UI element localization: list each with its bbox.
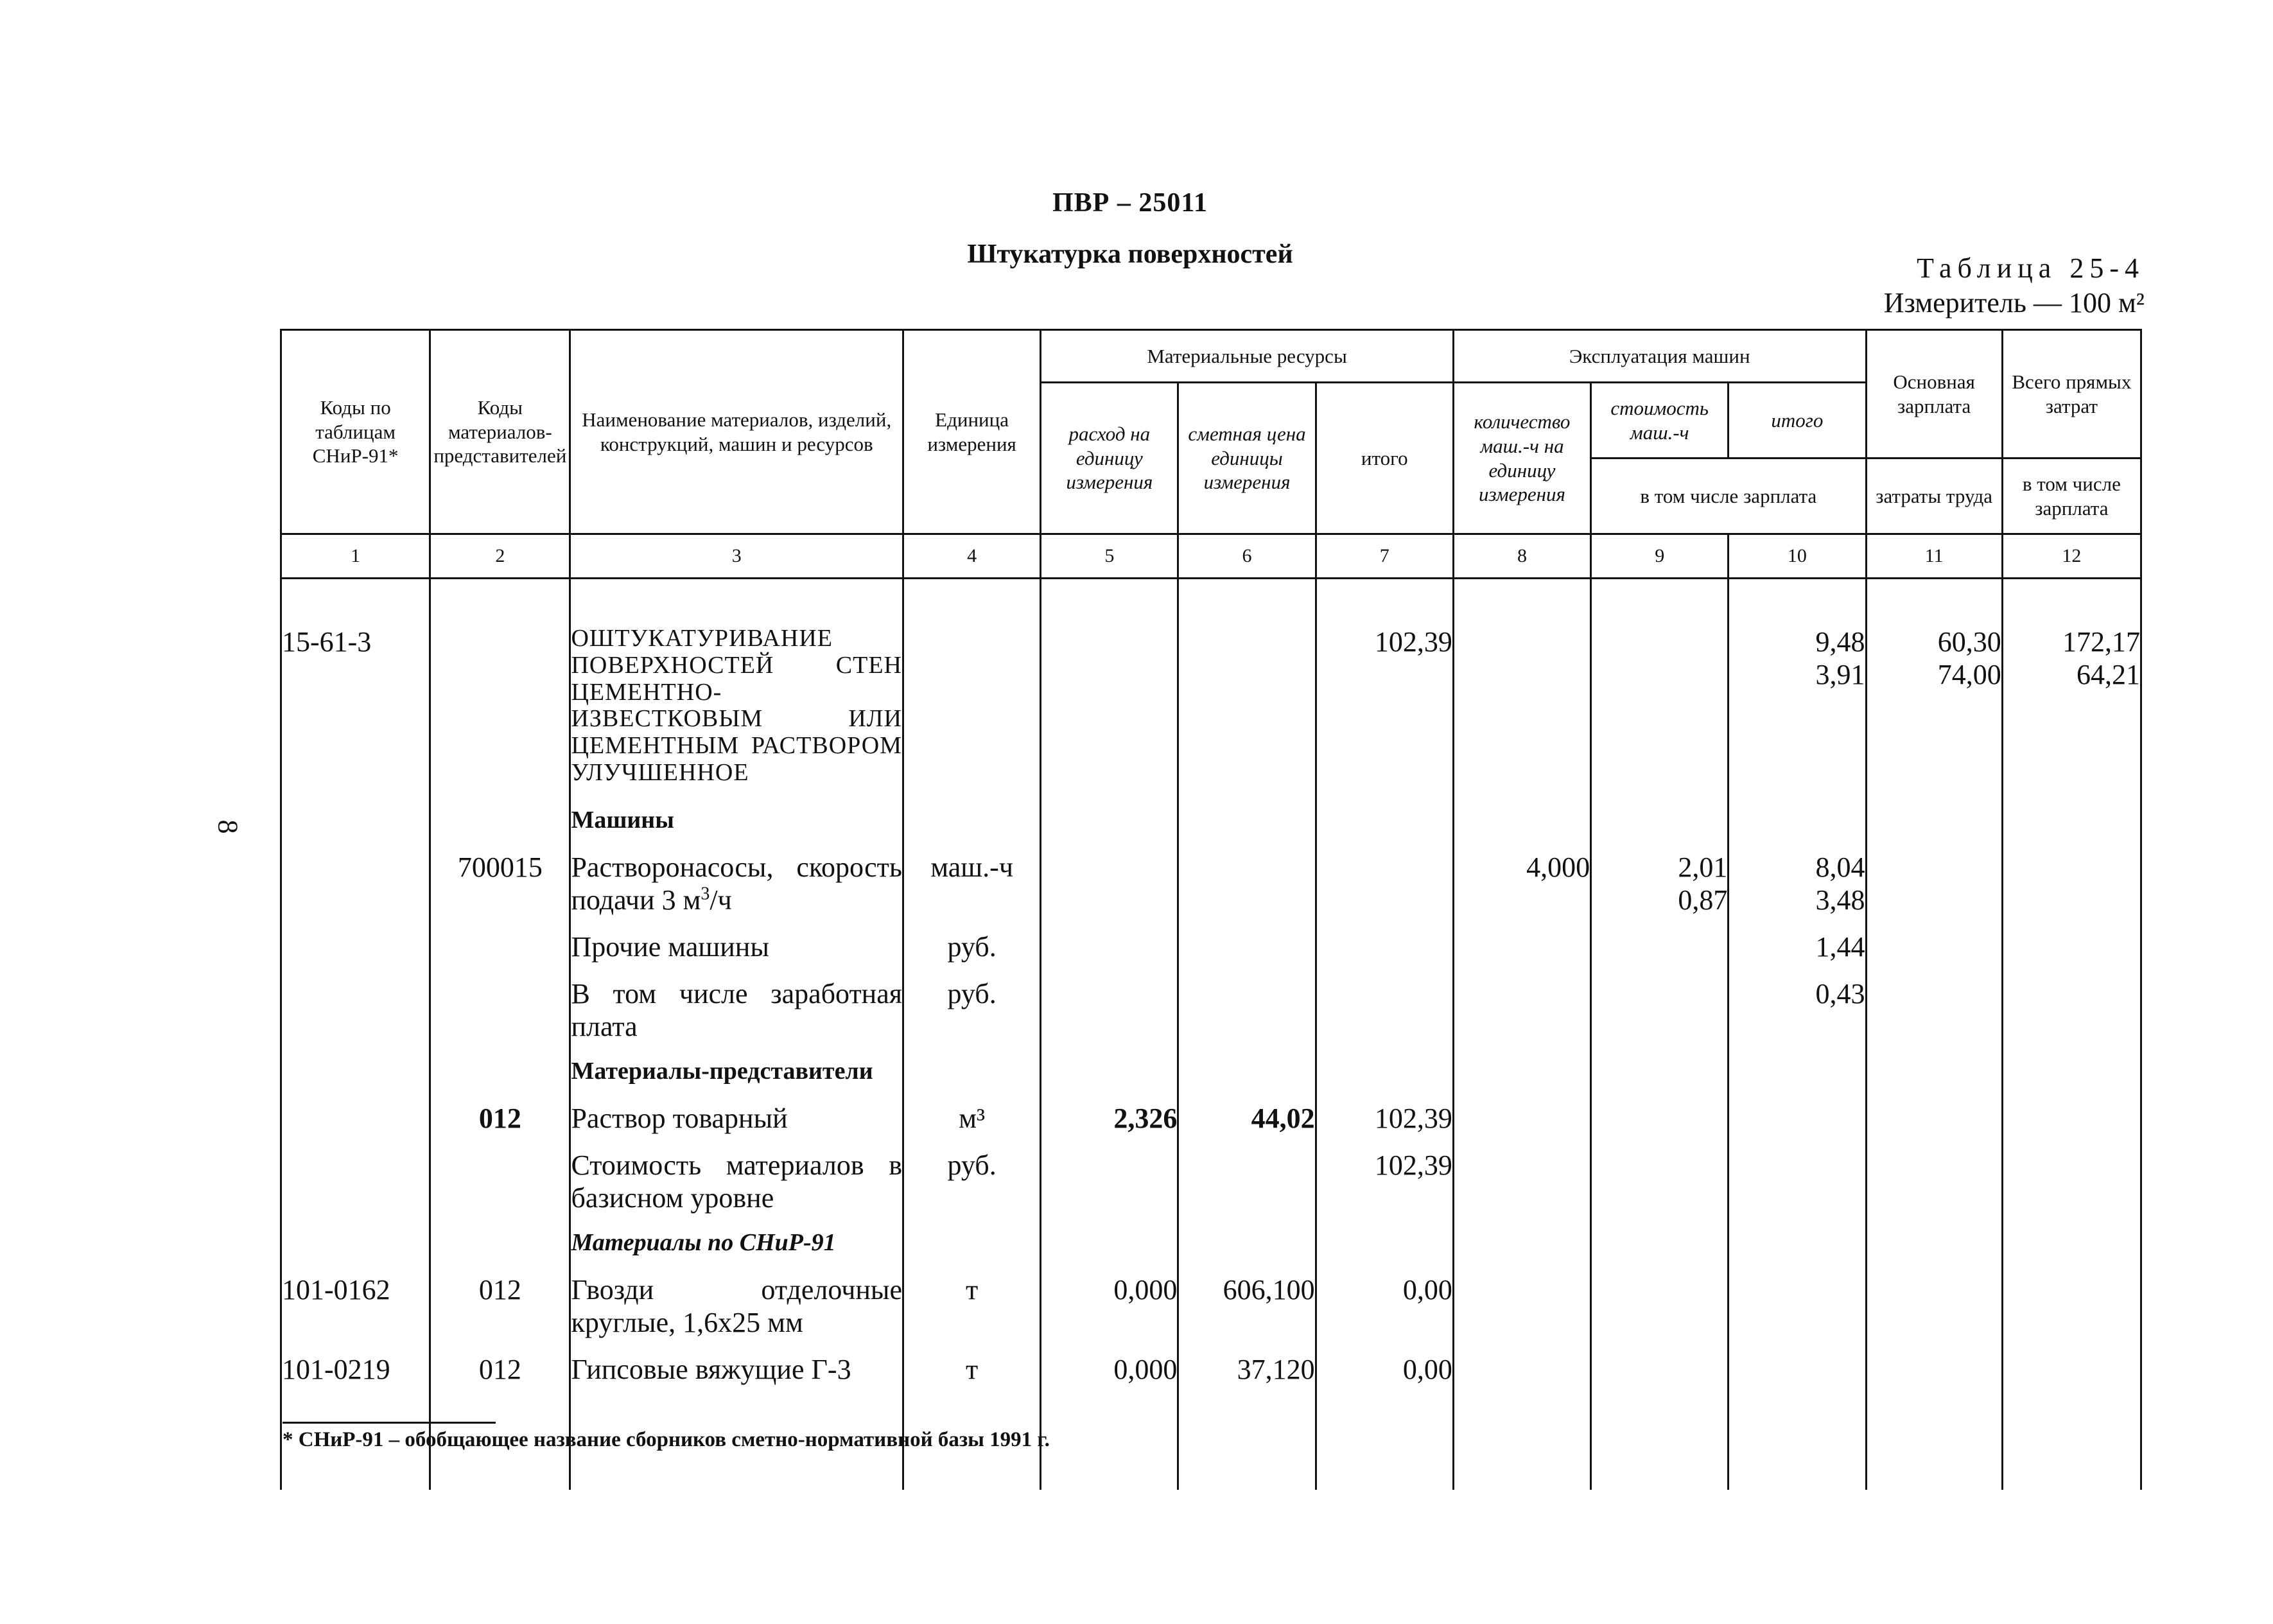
col-number: 3 xyxy=(570,534,903,579)
materials-total: 0,00 xyxy=(1316,1273,1453,1353)
footnote-divider xyxy=(283,1422,496,1424)
materials-total: 0,00 xyxy=(1316,1353,1453,1400)
item-name: Прочие машины xyxy=(570,930,903,977)
document-code: ПВР – 25011 xyxy=(1052,188,1208,218)
table-row-work xyxy=(281,625,2141,806)
col-header-unit: Единица измерения xyxy=(903,330,1040,534)
materials-total: 102,39 xyxy=(1316,1102,1453,1149)
section-machines: Машины xyxy=(570,806,903,851)
unit: руб. xyxy=(903,1149,1040,1228)
machine-cost: 2,01 xyxy=(1678,851,1728,883)
item-name: Гвозди отделочные круглые, 1,6х25 мм xyxy=(570,1273,903,1353)
resources-table xyxy=(280,329,2142,1490)
col-number: 5 xyxy=(1041,534,1178,579)
col-number: 4 xyxy=(903,534,1040,579)
machine-cost-wage: 0,87 xyxy=(1678,884,1728,916)
col-number: 7 xyxy=(1316,534,1453,579)
labor-cost: 74,00 xyxy=(1937,659,2001,691)
col-header-direct-total: Всего прямых затрат xyxy=(2002,330,2141,458)
item-name: Стоимость материалов в базисном уровне xyxy=(570,1149,903,1228)
rep-code: 012 xyxy=(430,1353,570,1400)
table-row xyxy=(281,977,2141,1057)
direct-total: 172,17 xyxy=(2062,626,2140,658)
consumption-rate: 0,000 xyxy=(1041,1273,1178,1353)
col-header-direct-wage: в том числе зарплата xyxy=(2002,458,2141,534)
col-number: 10 xyxy=(1729,534,1866,579)
item-name: В том числе заработная плата xyxy=(570,977,903,1057)
page-number: 8 xyxy=(212,819,244,834)
table-row xyxy=(281,1353,2141,1400)
section-row xyxy=(281,1228,2141,1273)
table-row xyxy=(281,1149,2141,1228)
col-header-machine-hours: количество маш.-ч на единицу измерения xyxy=(1453,383,1590,534)
col-group-machines: Эксплуатация машин xyxy=(1453,330,1866,383)
item-name: Раствор товарный xyxy=(570,1102,903,1149)
col-header-labor: затраты труда xyxy=(1866,458,2002,534)
snir-code: 101-0219 xyxy=(281,1353,430,1400)
item-name: Растворонасосы, скорость подачи 3 $м^3/ч$ xyxy=(570,851,903,930)
base-wage: 60,30 xyxy=(1937,626,2001,658)
unit: т xyxy=(903,1273,1040,1353)
table-row xyxy=(281,930,2141,977)
table-row xyxy=(281,1273,2141,1353)
footnote: * СНиР-91 – обобщающее название сборников сметно-нормативной базы 1991 г. xyxy=(283,1428,1050,1451)
consumption-rate: 2,326 xyxy=(1041,1102,1178,1149)
snir-code: 101-0162 xyxy=(281,1273,430,1353)
col-header-materials-total: итого xyxy=(1316,383,1453,534)
rep-code: 012 xyxy=(430,1102,570,1149)
unit: т xyxy=(903,1353,1040,1400)
machines-total: 9,48 xyxy=(1815,626,1865,658)
unit: руб. xyxy=(903,977,1040,1057)
col-number: 12 xyxy=(2002,534,2141,579)
work-name: ОШТУКАТУРИВАНИЕ ПОВЕРХНОСТЕЙ СТЕН ЦЕМЕНТНО-ИЗВЕСТКОВЫМ ИЛИ ЦЕМЕНТНЫМ РАСТВОРОМ УЛУЧШЕННОЕ xyxy=(570,625,903,806)
meter-label: Измеритель — 100 м² xyxy=(1883,287,2145,319)
col-header-rep-codes: Коды материалов-представителей xyxy=(430,330,570,534)
section-snir-materials: Материалы по СНиР-91 xyxy=(570,1228,903,1273)
section-row xyxy=(281,806,2141,851)
table-row xyxy=(281,851,2141,930)
machines-total: 8,04 xyxy=(1815,851,1865,883)
col-number: 8 xyxy=(1453,534,1590,579)
unit-price: 606,100 xyxy=(1178,1273,1316,1353)
col-header-price: сметная цена единицы измерения xyxy=(1178,383,1316,534)
col-number: 9 xyxy=(1591,534,1729,579)
unit-price: 37,120 xyxy=(1178,1353,1316,1400)
col-header-rate: расход на единицу измерения xyxy=(1041,383,1178,534)
col-group-materials: Материальные ресурсы xyxy=(1041,330,1454,383)
machines-wage: 3,91 xyxy=(1815,659,1865,691)
materials-total: 102,39 xyxy=(1316,1149,1453,1228)
unit-price: 44,02 xyxy=(1178,1102,1316,1149)
rep-code: 012 xyxy=(430,1273,570,1353)
section-representatives: Материалы-представители xyxy=(570,1057,903,1102)
consumption-rate: 0,000 xyxy=(1041,1353,1178,1400)
rep-code: 700015 xyxy=(430,851,570,930)
direct-wage: 64,21 xyxy=(2077,659,2140,691)
section-row xyxy=(281,1057,2141,1102)
snir-code: 15-61-3 xyxy=(281,625,430,806)
col-header-incl-wage: в том числе зарплата xyxy=(1591,458,1866,534)
col-header-name: Наименование материалов, изделий, конструкций, машин и ресурсов xyxy=(570,330,903,534)
table-label: Таблица 25-4 xyxy=(1917,252,2145,284)
col-header-base-wage: Основная зарплата xyxy=(1866,330,2002,458)
document-title: Штукатурка поверхностей xyxy=(967,240,1293,269)
col-number: 2 xyxy=(430,534,570,579)
machine-hours: 4,000 xyxy=(1453,851,1590,930)
machines-total: 0,43 xyxy=(1729,977,1866,1057)
col-number: 1 xyxy=(281,534,430,579)
unit: руб. xyxy=(903,930,1040,977)
col-header-machines-total: итого xyxy=(1729,383,1866,458)
col-header-machine-cost: стоимость маш.-ч xyxy=(1591,383,1729,458)
unit: маш.-ч xyxy=(903,851,1040,930)
materials-total: 102,39 xyxy=(1316,625,1453,806)
item-name: Гипсовые вяжущие Г-3 xyxy=(570,1353,903,1400)
machines-total: 1,44 xyxy=(1729,930,1866,977)
table-row xyxy=(281,1102,2141,1149)
unit: м³ xyxy=(903,1102,1040,1149)
col-header-snir-codes: Коды по таблицам СНиР-91* xyxy=(281,330,430,534)
col-number: 11 xyxy=(1866,534,2002,579)
col-number: 6 xyxy=(1178,534,1316,579)
machines-wage: 3,48 xyxy=(1815,884,1865,916)
